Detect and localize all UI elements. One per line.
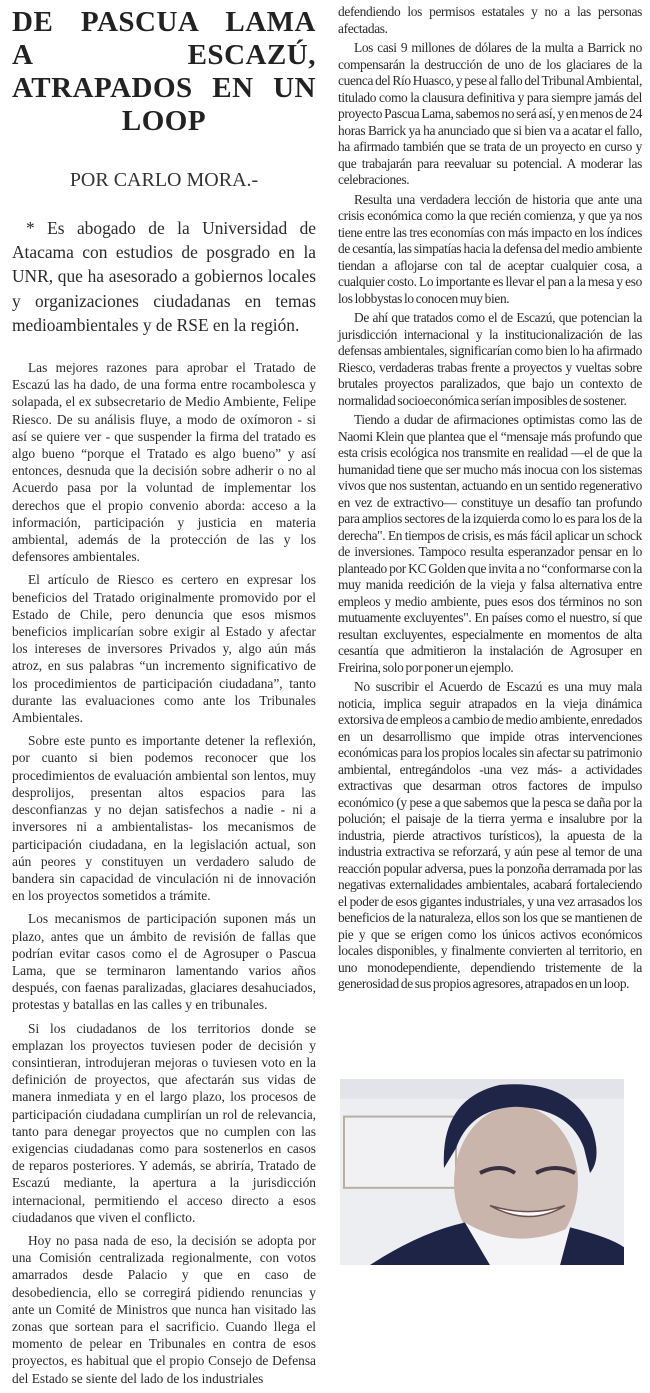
paragraph: Sobre este punto es importante detener la reflexión, por cuanto si bien podemos reconocer que los procedimientos de evaluación ambiental son lentos, muy desprolijos, presentan altos espacios para las desconfianzas y no dejan satisfechos a nadie - ni a inversores ni a ambientalistas- los mecanismos de participación ciudadana, en la legislación actual, son aún peores y constituyen un verdadero saludo de bandera sin capacidad de vinculación ni de innovación en los proyectos sometidos a trámite.: [12, 733, 316, 904]
author-photo: [340, 1079, 624, 1265]
paragraph: Las mejores razones para aprobar el Tratado de Escazú las ha dado, de una forma entre rocambolesca y solapada, el ex subsecretario de Medio Ambiente, Felipe Riesco. De su análisis fluye, a modo de oxímoron - si así se quiere ver - que suspender la firma del tratado es algo bueno “porque el Tratado es algo bueno” y así entonces, desnuda que la decisión sobre adherir o no al Acuerdo pasa por la voluntad de implementar los derechos que el propio convenio aborda: acceso a la información, participación y justicia en materia ambiental, además de la protección de las y los defensores ambientales.: [12, 360, 316, 565]
paragraph: Hoy no pasa nada de eso, la decisión se adopta por una Comisión centralizada regionalmente, con votos amarrados desde Palacio y que en caso de desobediencia, ello se corregirá pidiendo renuncias y ante un Comité de Ministros que nunca han visitado las zonas que sortean para el sacrificio. Cuando llega el momento de pelear en Tribunales en contra de esos proyectos, es habitual que el propio Consejo de Defensa del Estado se siente del lado de los industriales: [12, 1232, 316, 1386]
left-column: [12, 0, 316, 1393]
paragraph: El artículo de Riesco es certero en expresar los beneficios del Tratado originalmente promovido por el Estado de Chile, pero denuncia que esos mismos beneficios implicarían sobre exigir al Estado y afectar los intereses de inversores Privados y, algo aún más atroz, en sus palabras “un incremento significativo de los procedimientos de participación ciudadana”, tanto durante las evaluaciones como ante los Tribunales Ambientales.: [12, 572, 316, 726]
paragraph: Resulta una verdadera lección de historia que ante una crisis económica como la que recién comienza, y que ya nos tiene entre las tres economías con más impacto en los índices de cesantía, las simpatías hacia la defensa del medio ambiente tiendan a aflojarse con tal de aceptar cualquier cosa, a cualquier costo. Lo importante es llevar el pan a la mesa y eso los lobbystas lo conocen muy bien.: [338, 191, 642, 306]
paragraph: Los mecanismos de participación suponen más un plazo, antes que un ámbito de revisión de fallas que podrían evitar casos como el de Agrosuper o Pascua Lama, que se terminaron lamentando varios años después, con faenas paralizadas, glaciares desahuciados, protestas y batallas en las calles y en tribunales.: [12, 911, 316, 1013]
paragraph: De ahí que tratados como el de Escazú, que potencian la jurisdicción internacional y la institucionalización de las defensas ambientales, significarían como bien lo ha afirmado Riesco, verdaderas trabas frente a proyectos y vueltas sobre brutales proyectos paralizados, que bajo un contexto de normalidad socioeconómica serían imposibles de sostener.: [338, 310, 642, 408]
paragraph: Los casi 9 millones de dólares de la multa a Barrick no compensarán la destrucción de uno de los glaciares de la cuenca del Río Huasco, y pese al fallo del Tribunal Ambiental, titulado como la clausura definitiva y para siempre jamás del proyecto Pascua Lama, sabemos no será así, y en menos de 24 horas Barrick ya ha anunciado que si bien va a acatar el fallo, ha afirmado también que se trata de un proyecto en curso y que trabajarán para reevaluar su potencial. A moderar las celebraciones.: [338, 40, 642, 187]
paragraph-continuation: defendiendo los permisos estatales y no a las personas afectadas.: [338, 4, 642, 36]
left-body: [12, 359, 316, 1387]
right-column: [338, 0, 642, 996]
paragraph: Si los ciudadanos de los territorios donde se emplazan los proyectos tuviesen poder de decisión y consintieran, introdujeran mejoras o tuviesen voto en la definición de proyectos, que afectarán sus vidas de manera inmediata y en el largo plazo, los procesos de participación ciudadana cumplirían un rol de relevancia, tanto para denegar proyectos que no cumplen con las exigencias ciudadanas como para sostenerlos en casos de reparos posteriores. Y además, se abriría, Tratado de Escazú mediante, la apertura a la jurisdicción internacional, permitiendo el acceso directo a esos ciudadanos que viven el conflicto.: [12, 1020, 316, 1225]
right-body: [338, 4, 642, 993]
author-bio: * Es abogado de la Universidad de Atacama con estudios de posgrado en la UNR, que ha asesorado a gobiernos locales y organizaciones ciudadanas en temas medioambientales y de RSE en la región.: [12, 218, 316, 335]
paragraph: No suscribir el Acuerdo de Escazú es una muy mala noticia, implica seguir atrapados en la vieja dinámica extorsiva de empleos a cambio de medio ambiente, enredados en un desarrollismo que impide otras intervenciones económicas para los propios locales sin afectar su patrimonio ambiental, entregándolos -una vez más- a actividades extractivas que desarman otros factores de impulso económico (y pese a que sabemos que la pesca se daña por la polución; el paisaje de la tierra yerma e insalubre por la industria, pierde atractivos turísticos), la apuesta de la industria extractiva se reforzará, y aún pese al temor de una reacción popular adversa, pues la ponzoña derramada por las negativas externalidades ambientales, acabará fortaleciendo el poder de esos gigantes industriales, y una vez arrasados los beneficios de la naturaleza, ellos son los que se mantienen de pie y que se erigen como los únicos activos económicos locales disponibles, y finalmente convierten al territorio, en uno monodependiente, dependiendo tristemente de la generosidad de sus propios agresores, atrapados en un loop.: [338, 679, 642, 991]
article-title: DE PASCUA LAMA A ESCAZÚ, ATRAPADOS EN UN LOOP: [12, 6, 316, 137]
portrait-image: [340, 1079, 624, 1265]
diploma-frame: [344, 1117, 456, 1188]
article-author: POR CARLO MORA.-: [69, 169, 259, 191]
paragraph: Tiendo a dudar de afirmaciones optimistas como las de Naomi Klein que plantea que el “mensaje más profundo que esta crisis ecológica nos transmite en realidad —el de que la humanidad tiene que ser mucho más inocua con los sistemas vivos que nos sustentan, actuando en un sentido regenerativo en vez de extractivo— constituye un desafío tan profundo para amplios sectores de la izquierda como lo es para los de la derecha". En tiempos de crisis, es más fácil aplicar un schock de inversiones. Tampoco resulta esperanzador pensar en lo planteado por KC Golden que invita a no “conformarse con la muy manida reedición de la vieja y falsa alternativa entre empleos y medio ambiente, pues esos dos términos no son mutuamente excluyentes". En países como el nuestro, sí que resultan excluyentes, especialmente en momentos de alta cesantía que admitieron la instalación de Agrosuper en Freirina, solo por poner un ejemplo.: [338, 412, 642, 675]
